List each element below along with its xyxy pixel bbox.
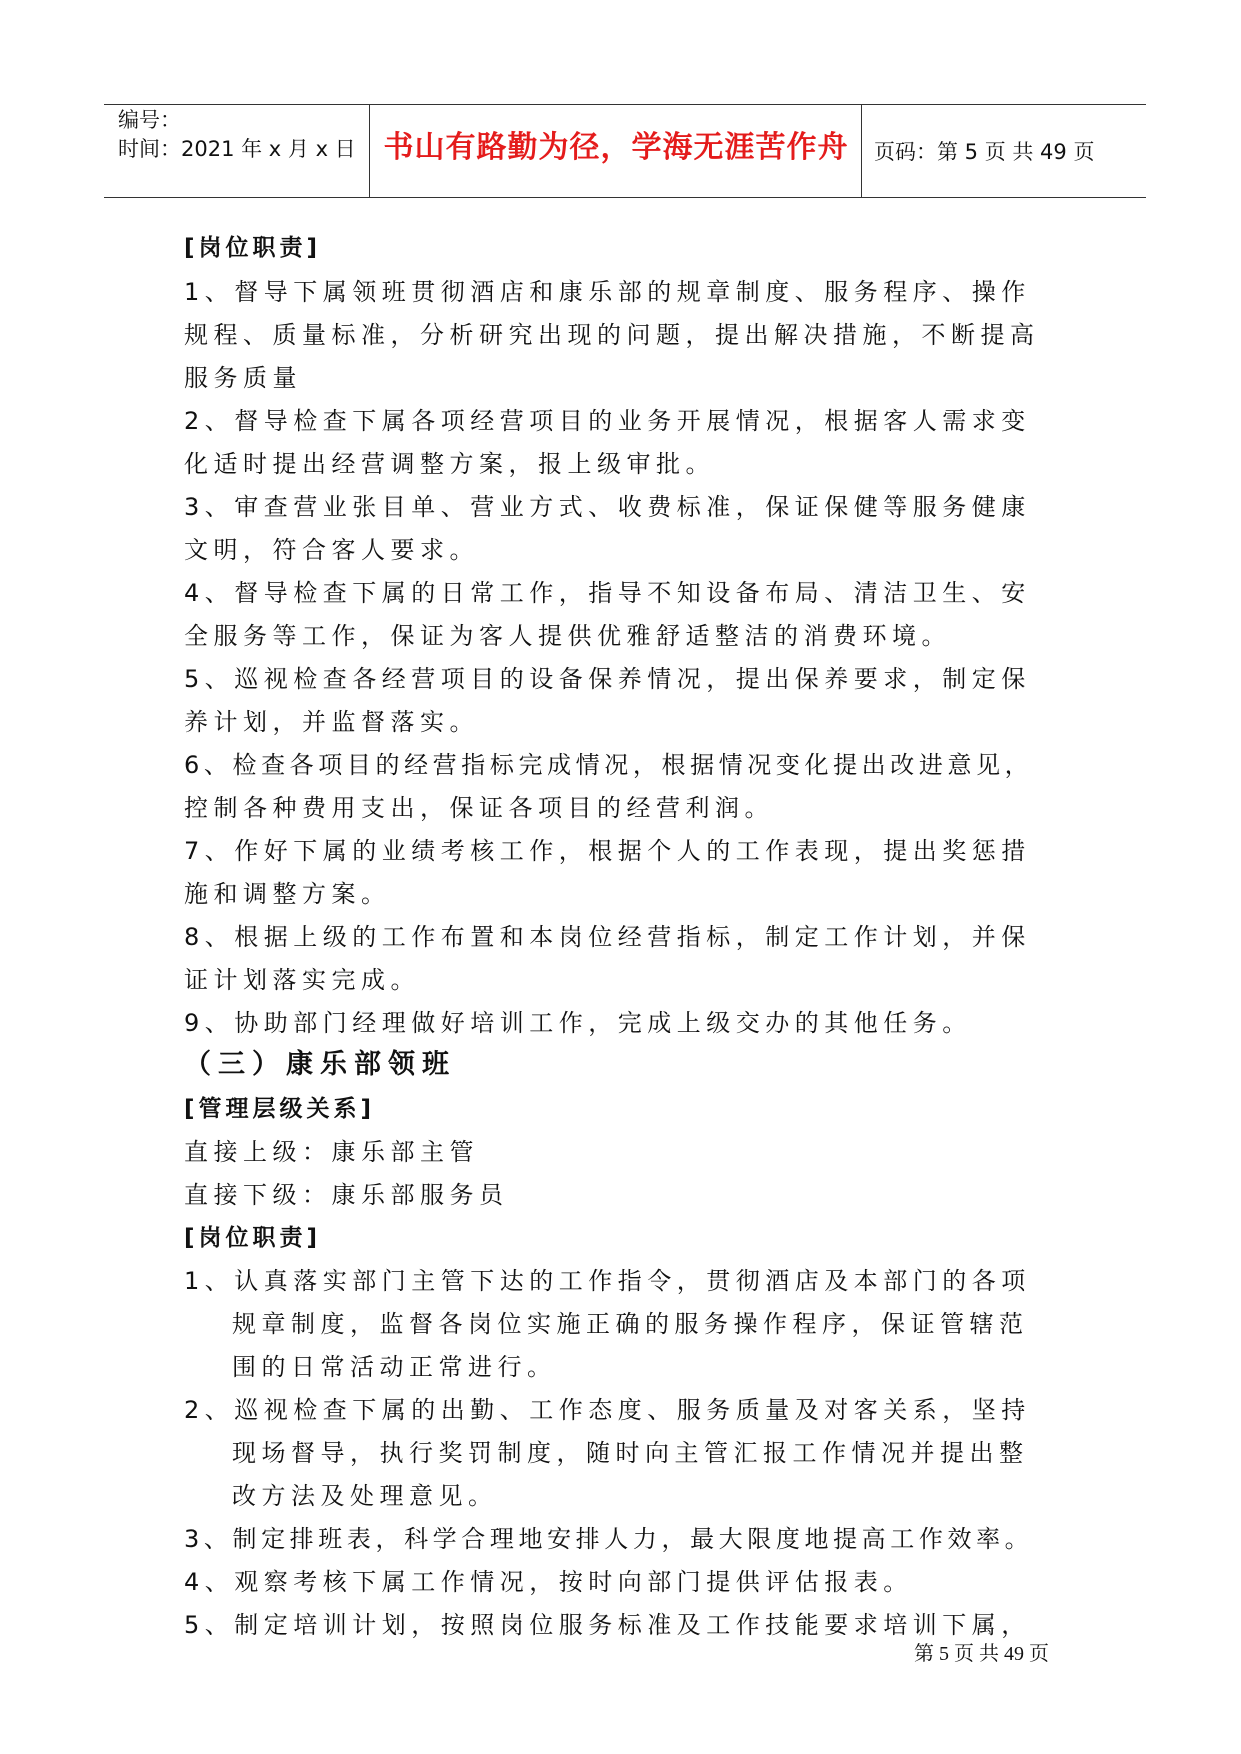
body-line: 证计划落实完成。 [184,966,420,994]
body-line: 服务质量 [184,364,302,392]
body-line: 现场督导，执行奖罚制度，随时向主管汇报工作情况并提出整 [232,1439,1029,1467]
body-line: 规程、质量标准，分析研究出现的问题，提出解决措施，不断提高 [184,321,1040,349]
header-divider-right [861,105,862,198]
body-line: 1、认真落实部门主管下达的工作指令，贯彻酒店及本部门的各项 [184,1267,1031,1295]
header-page-code: 页码：第 5 页 共 49 页 [874,140,1095,164]
body-line: 化适时提出经营调整方案，报上级审批。 [184,450,715,478]
body-line: 8、根据上级的工作布置和本岗位经营指标，制定工作计划，并保 [184,923,1031,951]
body-line: 规章制度，监督各岗位实施正确的服务操作程序，保证管辖范 [232,1310,1029,1338]
section-heading-duties-2: [岗位职责] [184,1225,322,1251]
body-line: 1、督导下属领班贯彻酒店和康乐部的规章制度、服务程序、操作 [184,278,1031,306]
header-top-rule [104,104,1146,105]
body-line: 2、巡视检查下属的出勤、工作态度、服务质量及对客关系，坚持 [184,1396,1031,1424]
body-line: 9、协助部门经理做好培训工作，完成上级交办的其他任务。 [184,1009,972,1037]
document-number-label: 编号： [118,108,181,132]
body-line: 围的日常活动正常进行。 [232,1353,557,1381]
document-date: 时间：2021 年 x 月 x 日 [118,137,356,161]
body-line: 养计划，并监督落实。 [184,708,479,736]
header-motto: 书山有路勤为径，学海无涯苦作舟 [383,130,849,165]
body-line: 7、作好下属的业绩考核工作，根据个人的工作表现，提出奖惩措 [184,837,1031,865]
body-line: 3、审查营业张目单、营业方式、收费标准，保证保健等服务健康 [184,493,1031,521]
body-line: 文明，符合客人要求。 [184,536,479,564]
body-line: 6、检查各项目的经营指标完成情况，根据情况变化提出改进意见， [184,751,1034,779]
header-bottom-rule [104,197,1146,198]
reporting-line-subordinate: 直接下级：康乐部服务员 [184,1181,509,1209]
body-line: 2、督导检查下属各项经营项目的业务开展情况，根据客人需求变 [184,407,1031,435]
section-title-supervisor: （三）康乐部领班 [184,1049,456,1080]
body-line: 3、制定排班表，科学合理地安排人力，最大限度地提高工作效率。 [184,1525,1034,1553]
section-heading-duties: [岗位职责] [184,235,322,261]
body-line: 改方法及处理意见。 [232,1482,498,1510]
body-line: 5、制定培训计划，按照岗位服务标准及工作技能要求培训下属， [184,1611,1031,1639]
header-divider-left [369,105,370,198]
body-line: 施和调整方案。 [184,880,391,908]
body-line: 控制各种费用支出，保证各项目的经营利润。 [184,794,774,822]
reporting-line-superior: 直接上级：康乐部主管 [184,1138,479,1166]
body-line: 全服务等工作，保证为客人提供优雅舒适整洁的消费环境。 [184,622,951,650]
section-heading-hierarchy: [管理层级关系] [184,1096,376,1122]
body-line: 5、巡视检查各经营项目的设备保养情况，提出保养要求，制定保 [184,665,1031,693]
page-footer: 第 5 页 共 49 页 [914,1643,1049,1665]
body-line: 4、督导检查下属的日常工作，指导不知设备布局、清洁卫生、安 [184,579,1031,607]
body-line: 4、观察考核下属工作情况，按时向部门提供评估报表。 [184,1568,913,1596]
